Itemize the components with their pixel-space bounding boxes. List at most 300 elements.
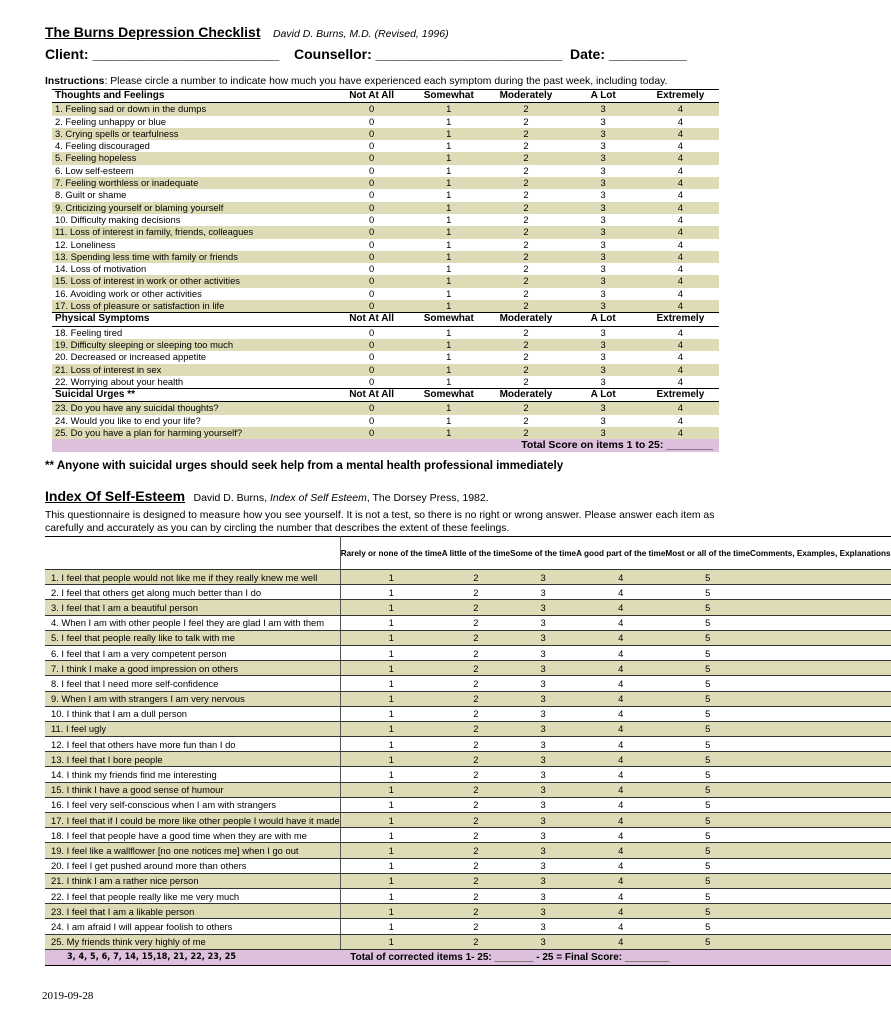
- score-option[interactable]: 4: [576, 645, 665, 660]
- score-option[interactable]: 0: [368, 189, 375, 201]
- score-option[interactable]: 1: [340, 721, 442, 736]
- score-option[interactable]: 2: [487, 177, 564, 189]
- score-option[interactable]: 2: [442, 615, 510, 630]
- score-option[interactable]: 3: [600, 414, 606, 426]
- score-option[interactable]: 1: [446, 164, 452, 176]
- self-esteem-row: [45, 645, 891, 660]
- score-option[interactable]: 1: [410, 339, 487, 351]
- score-option[interactable]: 5: [665, 615, 750, 630]
- score-option[interactable]: 3: [510, 676, 576, 691]
- score-option[interactable]: 4: [576, 676, 665, 691]
- score-option[interactable]: 5: [665, 661, 750, 676]
- score-option[interactable]: 2: [442, 813, 510, 828]
- score-option[interactable]: 1: [340, 661, 442, 676]
- score-option[interactable]: 0: [368, 115, 375, 127]
- score-option[interactable]: 3: [565, 152, 642, 164]
- score-option[interactable]: 5: [665, 782, 750, 797]
- score-option[interactable]: 4: [642, 226, 719, 238]
- comment-cell[interactable]: [750, 600, 891, 615]
- score-option[interactable]: 0: [368, 238, 375, 250]
- score-option[interactable]: 2: [442, 873, 510, 888]
- score-option[interactable]: 5: [665, 600, 750, 615]
- score-option[interactable]: 3: [510, 858, 576, 873]
- score-option[interactable]: 4: [642, 300, 719, 313]
- score-option[interactable]: 2: [523, 375, 529, 387]
- score-option[interactable]: 2: [487, 300, 564, 313]
- score-option[interactable]: 3: [510, 797, 576, 812]
- section-title: Physical Symptoms: [52, 313, 333, 326]
- score-option[interactable]: 3: [510, 585, 576, 600]
- score-option[interactable]: 3: [510, 782, 576, 797]
- score-option[interactable]: 1: [410, 402, 487, 415]
- score-option[interactable]: 4: [576, 782, 665, 797]
- score-option[interactable]: 3: [600, 238, 606, 250]
- score-option[interactable]: 1: [410, 275, 487, 287]
- score-option[interactable]: 1: [410, 152, 487, 164]
- comment-cell[interactable]: [750, 691, 891, 706]
- score-option[interactable]: 1: [340, 585, 442, 600]
- comment-cell[interactable]: [750, 752, 891, 767]
- score-option[interactable]: 2: [442, 888, 510, 903]
- score-option[interactable]: 4: [677, 115, 683, 127]
- score-option[interactable]: 0: [368, 287, 375, 299]
- self-esteem-row: [45, 888, 891, 903]
- score-option[interactable]: 1: [340, 934, 442, 949]
- score-option[interactable]: 2: [523, 213, 529, 225]
- score-option[interactable]: 2: [487, 339, 564, 351]
- score-option[interactable]: 3: [510, 600, 576, 615]
- score-option[interactable]: 3: [565, 427, 642, 439]
- score-option[interactable]: 0: [333, 339, 410, 351]
- comment-cell[interactable]: [750, 676, 891, 691]
- comment-cell[interactable]: [750, 721, 891, 736]
- score-option[interactable]: 1: [446, 287, 452, 299]
- score-option[interactable]: 5: [665, 585, 750, 600]
- score-option[interactable]: 3: [510, 706, 576, 721]
- score-option[interactable]: 2: [442, 843, 510, 858]
- score-option[interactable]: 3: [600, 351, 606, 363]
- score-option[interactable]: 2: [442, 797, 510, 812]
- score-option[interactable]: 2: [523, 164, 529, 176]
- score-option[interactable]: 4: [576, 615, 665, 630]
- score-option[interactable]: 2: [487, 103, 564, 116]
- score-option[interactable]: 2: [523, 326, 529, 338]
- comment-cell[interactable]: [750, 615, 891, 630]
- score-option[interactable]: 2: [523, 238, 529, 250]
- score-option[interactable]: 4: [576, 570, 665, 585]
- score-option[interactable]: 5: [665, 691, 750, 706]
- score-option[interactable]: 2: [442, 585, 510, 600]
- score-option[interactable]: 5: [665, 828, 750, 843]
- score-option[interactable]: 3: [510, 873, 576, 888]
- score-option[interactable]: 4: [677, 351, 683, 363]
- comment-cell[interactable]: [750, 858, 891, 873]
- score-option[interactable]: 0: [368, 375, 375, 387]
- comment-cell[interactable]: [750, 904, 891, 919]
- score-option[interactable]: 4: [677, 263, 683, 275]
- score-option[interactable]: 0: [333, 202, 410, 214]
- score-option[interactable]: 5: [665, 721, 750, 736]
- score-option[interactable]: 1: [340, 600, 442, 615]
- score-option[interactable]: 4: [642, 251, 719, 263]
- score-option[interactable]: 1: [446, 238, 452, 250]
- score-option[interactable]: 4: [576, 706, 665, 721]
- score-option[interactable]: 1: [446, 414, 452, 426]
- score-option[interactable]: 5: [665, 706, 750, 721]
- score-option[interactable]: 4: [576, 904, 665, 919]
- score-option[interactable]: 4: [642, 103, 719, 116]
- score-option[interactable]: 1: [340, 615, 442, 630]
- score-option[interactable]: 2: [442, 737, 510, 752]
- score-option[interactable]: 2: [442, 752, 510, 767]
- score-option[interactable]: 1: [410, 103, 487, 116]
- comment-cell[interactable]: [750, 919, 891, 934]
- score-option[interactable]: 2: [442, 661, 510, 676]
- score-option[interactable]: 1: [410, 202, 487, 214]
- score-option[interactable]: 1: [446, 326, 452, 338]
- score-option[interactable]: 2: [487, 152, 564, 164]
- comment-cell[interactable]: [750, 797, 891, 812]
- total-score-label[interactable]: Total Score on items 1 to 25: ________: [52, 439, 719, 451]
- score-option[interactable]: 2: [487, 402, 564, 415]
- section-header: [52, 90, 719, 103]
- score-option[interactable]: 0: [368, 140, 375, 152]
- score-option[interactable]: 3: [510, 767, 576, 782]
- score-option[interactable]: 2: [523, 115, 529, 127]
- symptom-label: 4. Feeling discouraged: [55, 140, 150, 152]
- column-header: Not At All: [333, 90, 410, 103]
- score-option[interactable]: 0: [368, 164, 375, 176]
- score-option[interactable]: 4: [576, 737, 665, 752]
- score-option[interactable]: 2: [442, 691, 510, 706]
- comment-cell[interactable]: [750, 585, 891, 600]
- score-option[interactable]: 4: [642, 152, 719, 164]
- comment-cell[interactable]: [750, 934, 891, 949]
- score-option[interactable]: 4: [677, 189, 683, 201]
- score-option[interactable]: 1: [446, 213, 452, 225]
- score-option[interactable]: 5: [665, 752, 750, 767]
- score-option[interactable]: 5: [665, 888, 750, 903]
- score-option[interactable]: 3: [600, 326, 606, 338]
- comment-cell[interactable]: [750, 570, 891, 585]
- score-option[interactable]: 0: [333, 251, 410, 263]
- score-option[interactable]: 4: [642, 402, 719, 415]
- score-option[interactable]: 1: [340, 676, 442, 691]
- score-option[interactable]: 5: [665, 570, 750, 585]
- score-option[interactable]: 5: [665, 630, 750, 645]
- score-option[interactable]: 4: [576, 828, 665, 843]
- score-option[interactable]: 3: [565, 339, 642, 351]
- score-option[interactable]: 2: [442, 645, 510, 660]
- score-option[interactable]: 4: [576, 691, 665, 706]
- score-option[interactable]: 4: [576, 813, 665, 828]
- score-option[interactable]: 0: [333, 177, 410, 189]
- score-option[interactable]: 0: [333, 226, 410, 238]
- score-option[interactable]: 1: [340, 888, 442, 903]
- score-option[interactable]: 5: [665, 767, 750, 782]
- checklist-row: [52, 339, 719, 351]
- score-option[interactable]: 4: [642, 364, 719, 376]
- score-option[interactable]: 1: [340, 873, 442, 888]
- score-option[interactable]: 3: [510, 752, 576, 767]
- score-option[interactable]: 0: [333, 128, 410, 140]
- self-esteem-row: [45, 706, 891, 721]
- score-option[interactable]: 2: [442, 600, 510, 615]
- score-option[interactable]: 1: [340, 904, 442, 919]
- score-option[interactable]: 4: [677, 326, 683, 338]
- score-option[interactable]: 0: [368, 213, 375, 225]
- score-option[interactable]: 3: [510, 737, 576, 752]
- statement-label: 3. I feel that I am a beautiful person: [45, 600, 340, 615]
- score-option[interactable]: 2: [487, 226, 564, 238]
- score-option[interactable]: 3: [565, 300, 642, 313]
- score-option[interactable]: 5: [665, 873, 750, 888]
- score-option[interactable]: 2: [523, 287, 529, 299]
- score-option[interactable]: 4: [576, 858, 665, 873]
- comment-cell[interactable]: [750, 828, 891, 843]
- score-option[interactable]: 4: [576, 873, 665, 888]
- score-option[interactable]: 1: [410, 128, 487, 140]
- score-option[interactable]: 1: [446, 351, 452, 363]
- score-option[interactable]: 4: [677, 213, 683, 225]
- comment-cell[interactable]: [750, 737, 891, 752]
- statement-label: 17. I feel that if I could be more like other people I would have it made: [45, 813, 340, 828]
- score-option[interactable]: 1: [340, 828, 442, 843]
- self-esteem-row: [45, 873, 891, 888]
- score-option[interactable]: 4: [642, 427, 719, 439]
- score-option[interactable]: 2: [523, 189, 529, 201]
- checklist-row: [52, 177, 719, 189]
- score-option[interactable]: 2: [442, 676, 510, 691]
- score-option[interactable]: 2: [523, 140, 529, 152]
- comment-cell[interactable]: [750, 630, 891, 645]
- score-option[interactable]: 1: [410, 427, 487, 439]
- score-option[interactable]: 3: [510, 661, 576, 676]
- score-option[interactable]: 1: [340, 570, 442, 585]
- symptom-label: 11. Loss of interest in family, friends, colleagues: [52, 226, 333, 238]
- score-option[interactable]: 2: [442, 919, 510, 934]
- score-option[interactable]: 0: [333, 275, 410, 287]
- score-option[interactable]: 1: [446, 115, 452, 127]
- symptom-label: 6. Low self-esteem: [55, 164, 134, 176]
- score-option[interactable]: 1: [340, 919, 442, 934]
- self-esteem-table: [45, 536, 891, 966]
- score-option[interactable]: 3: [510, 570, 576, 585]
- score-option[interactable]: 1: [446, 189, 452, 201]
- score-option[interactable]: 3: [565, 103, 642, 116]
- score-option[interactable]: 1: [410, 226, 487, 238]
- score-option[interactable]: 2: [442, 767, 510, 782]
- score-option[interactable]: 4: [576, 767, 665, 782]
- score-option[interactable]: 1: [340, 767, 442, 782]
- score-option[interactable]: 3: [565, 128, 642, 140]
- score-option[interactable]: 3: [565, 177, 642, 189]
- score-option[interactable]: 1: [340, 752, 442, 767]
- score-option[interactable]: 2: [442, 782, 510, 797]
- column-header: Moderately: [487, 389, 564, 402]
- score-option[interactable]: 4: [576, 888, 665, 903]
- score-option[interactable]: 3: [600, 213, 606, 225]
- score-option[interactable]: 4: [677, 140, 683, 152]
- score-option[interactable]: 4: [677, 238, 683, 250]
- score-option[interactable]: 3: [600, 287, 606, 299]
- score-option[interactable]: 3: [600, 140, 606, 152]
- score-option[interactable]: 0: [333, 427, 410, 439]
- score-option[interactable]: 5: [665, 904, 750, 919]
- comment-cell[interactable]: [750, 706, 891, 721]
- score-option[interactable]: 1: [340, 737, 442, 752]
- score-option[interactable]: 1: [340, 630, 442, 645]
- score-option[interactable]: 3: [510, 934, 576, 949]
- comment-cell[interactable]: [750, 767, 891, 782]
- comment-cell[interactable]: [750, 645, 891, 660]
- score-option[interactable]: 5: [665, 676, 750, 691]
- score-option[interactable]: 4: [642, 128, 719, 140]
- score-option[interactable]: 5: [665, 858, 750, 873]
- score-option[interactable]: 1: [340, 706, 442, 721]
- score-option[interactable]: 1: [340, 691, 442, 706]
- final-score-label[interactable]: Total of corrected items 1- 25: _______ - 25 = Final Score: ________: [340, 949, 890, 965]
- score-option[interactable]: 4: [642, 202, 719, 214]
- score-option[interactable]: 1: [410, 300, 487, 313]
- score-option[interactable]: 2: [523, 263, 529, 275]
- score-option[interactable]: 0: [368, 263, 375, 275]
- score-option[interactable]: 4: [576, 752, 665, 767]
- score-option[interactable]: 3: [510, 630, 576, 645]
- score-option[interactable]: 4: [677, 375, 683, 387]
- score-option[interactable]: 5: [665, 919, 750, 934]
- counsellor-field[interactable]: Counsellor: ________________________: [294, 46, 563, 62]
- comment-cell[interactable]: [750, 843, 891, 858]
- score-option[interactable]: 3: [565, 226, 642, 238]
- score-option[interactable]: 4: [677, 287, 683, 299]
- score-option[interactable]: 3: [510, 645, 576, 660]
- score-option[interactable]: 3: [600, 164, 606, 176]
- score-option[interactable]: 2: [487, 251, 564, 263]
- score-option[interactable]: 2: [487, 128, 564, 140]
- score-option[interactable]: 0: [333, 364, 410, 376]
- self-esteem-title: Index Of Self-Esteem: [45, 488, 186, 504]
- score-option[interactable]: 0: [333, 402, 410, 415]
- score-option[interactable]: 2: [442, 858, 510, 873]
- score-option[interactable]: 1: [340, 797, 442, 812]
- comment-cell[interactable]: [750, 661, 891, 676]
- score-option[interactable]: 2: [442, 904, 510, 919]
- score-option[interactable]: 1: [340, 858, 442, 873]
- score-option[interactable]: 0: [333, 103, 410, 116]
- score-option[interactable]: 3: [510, 843, 576, 858]
- score-option[interactable]: 4: [576, 585, 665, 600]
- score-option[interactable]: 2: [442, 630, 510, 645]
- score-option[interactable]: 2: [487, 364, 564, 376]
- score-option[interactable]: 5: [665, 645, 750, 660]
- score-option[interactable]: 1: [340, 813, 442, 828]
- score-option[interactable]: 2: [487, 275, 564, 287]
- score-option[interactable]: 3: [510, 888, 576, 903]
- score-option[interactable]: 4: [576, 600, 665, 615]
- score-option[interactable]: 3: [565, 275, 642, 287]
- score-option[interactable]: 3: [565, 402, 642, 415]
- score-option[interactable]: 4: [576, 721, 665, 736]
- comment-cell[interactable]: [750, 888, 891, 903]
- score-option[interactable]: 5: [665, 797, 750, 812]
- score-option[interactable]: 4: [576, 661, 665, 676]
- score-option[interactable]: 4: [642, 177, 719, 189]
- client-field[interactable]: Client: ________________________: [45, 46, 280, 62]
- score-option[interactable]: 3: [565, 251, 642, 263]
- score-option[interactable]: 3: [600, 189, 606, 201]
- score-option[interactable]: 1: [446, 375, 452, 387]
- score-option[interactable]: 3: [565, 364, 642, 376]
- total-score-row: [52, 439, 719, 451]
- score-option[interactable]: 3: [510, 919, 576, 934]
- score-option[interactable]: 2: [442, 934, 510, 949]
- score-option[interactable]: 3: [600, 263, 606, 275]
- score-option[interactable]: 0: [333, 300, 410, 313]
- score-option[interactable]: 3: [510, 828, 576, 843]
- score-option[interactable]: 5: [665, 813, 750, 828]
- score-option[interactable]: 4: [576, 934, 665, 949]
- score-option[interactable]: 2: [523, 414, 529, 426]
- score-option[interactable]: 2: [442, 706, 510, 721]
- score-option[interactable]: 2: [487, 427, 564, 439]
- score-option[interactable]: 4: [576, 919, 665, 934]
- score-option[interactable]: 2: [442, 828, 510, 843]
- score-option[interactable]: 3: [600, 375, 606, 387]
- score-option[interactable]: 3: [510, 813, 576, 828]
- comment-cell[interactable]: [750, 813, 891, 828]
- self-esteem-row: [45, 858, 891, 873]
- score-option[interactable]: 1: [410, 177, 487, 189]
- score-option[interactable]: 5: [665, 843, 750, 858]
- score-option[interactable]: 2: [487, 202, 564, 214]
- score-option[interactable]: 2: [442, 570, 510, 585]
- score-option[interactable]: 1: [410, 364, 487, 376]
- score-option[interactable]: 4: [576, 630, 665, 645]
- score-option[interactable]: 2: [523, 351, 529, 363]
- date-field[interactable]: Date: __________: [570, 46, 687, 62]
- comment-cell[interactable]: [750, 782, 891, 797]
- score-option[interactable]: 5: [665, 737, 750, 752]
- score-option[interactable]: 3: [510, 904, 576, 919]
- score-option[interactable]: 5: [665, 934, 750, 949]
- score-option[interactable]: 3: [565, 202, 642, 214]
- score-option[interactable]: 2: [442, 721, 510, 736]
- score-option[interactable]: 3: [510, 615, 576, 630]
- score-option[interactable]: 4: [576, 843, 665, 858]
- score-option[interactable]: 4: [576, 797, 665, 812]
- score-option[interactable]: 1: [410, 251, 487, 263]
- score-option[interactable]: 3: [510, 691, 576, 706]
- comment-cell[interactable]: [750, 873, 891, 888]
- score-option[interactable]: 4: [677, 414, 683, 426]
- score-option[interactable]: 1: [340, 843, 442, 858]
- column-header: A little of the time: [442, 537, 510, 570]
- score-option[interactable]: 1: [340, 782, 442, 797]
- score-option[interactable]: 3: [600, 115, 606, 127]
- score-option[interactable]: 0: [368, 326, 375, 338]
- score-option[interactable]: 4: [642, 275, 719, 287]
- score-option[interactable]: 4: [642, 339, 719, 351]
- score-option[interactable]: 0: [333, 152, 410, 164]
- score-option[interactable]: 0: [368, 414, 375, 426]
- score-option[interactable]: 1: [446, 140, 452, 152]
- score-option[interactable]: 4: [677, 164, 683, 176]
- score-option[interactable]: 3: [510, 721, 576, 736]
- score-option[interactable]: 1: [340, 645, 442, 660]
- score-option[interactable]: 1: [446, 263, 452, 275]
- score-option[interactable]: 0: [368, 351, 375, 363]
